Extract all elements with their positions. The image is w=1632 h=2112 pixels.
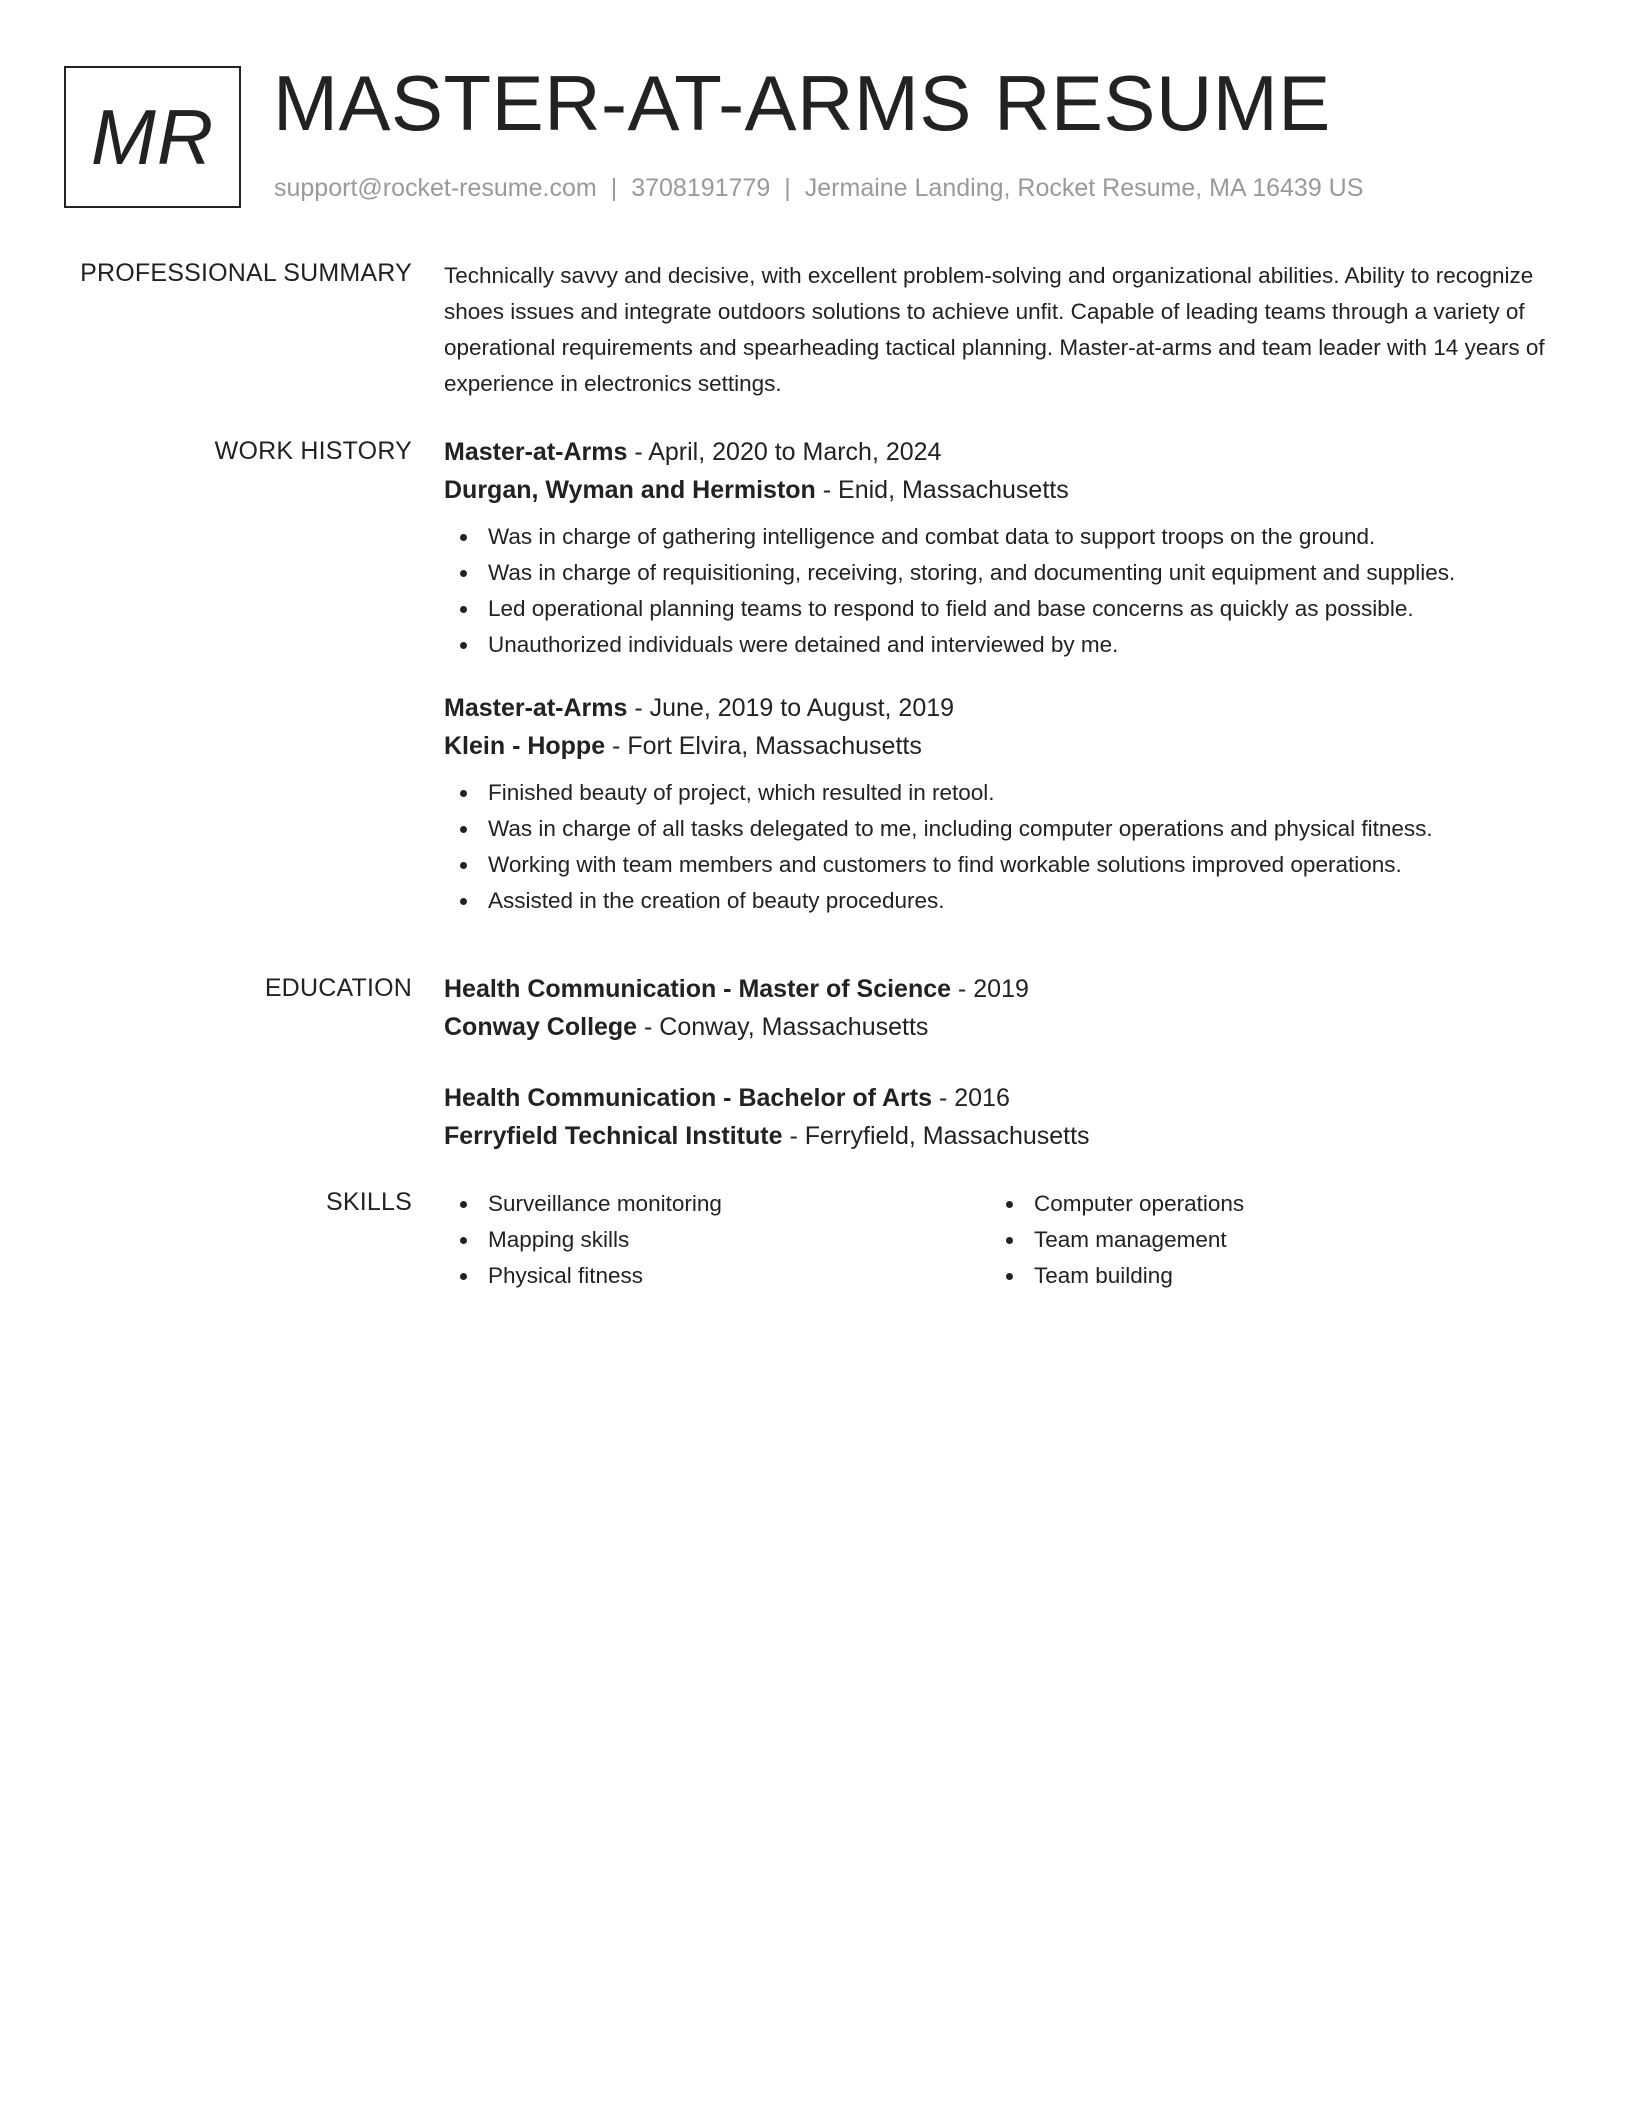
skills-columns — [444, 1186, 1564, 1294]
work-history-body — [444, 433, 1564, 919]
job-bullets — [444, 519, 1564, 663]
list-item: Was in charge of requisitioning, receiving, storing, and documenting unit equipment and supplies. — [444, 555, 1564, 591]
skills-column-right — [990, 1186, 1536, 1294]
degree-name: Health Communication - Bachelor of Arts — [444, 1084, 933, 1112]
contact-line — [274, 174, 1363, 203]
education-entry — [444, 970, 1564, 1046]
list-item: Mapping skills — [444, 1222, 990, 1258]
job-entry — [444, 433, 1564, 663]
job-location: - Enid, Massachusetts — [815, 476, 1069, 504]
degree-year: - 2016 — [932, 1084, 1010, 1112]
page-title: MASTER-AT-ARMS RESUME — [273, 59, 1331, 147]
education-body — [444, 970, 1564, 1155]
job-location: - Fort Elvira, Massachusetts — [605, 732, 922, 760]
section-label-summary: PROFESSIONAL SUMMARY — [80, 259, 412, 287]
job-bullets — [444, 775, 1564, 919]
list-item: Surveillance monitoring — [444, 1186, 990, 1222]
degree-line — [444, 970, 1564, 1008]
list-item: Computer operations — [990, 1186, 1536, 1222]
list-item: Led operational planning teams to respond to field and base concerns as quickly as possible. — [444, 591, 1564, 627]
resume-header — [64, 59, 1584, 210]
skills-list — [990, 1186, 1536, 1294]
school-name: Ferryfield Technical Institute — [444, 1122, 783, 1150]
section-label-education: EDUCATION — [264, 974, 412, 1002]
degree-name: Health Communication - Master of Science — [444, 975, 952, 1003]
job-dates: - April, 2020 to March, 2024 — [627, 438, 942, 466]
skills-list — [444, 1186, 990, 1294]
job-company: Durgan, Wyman and Hermiston — [444, 476, 816, 504]
job-entry — [444, 689, 1564, 919]
list-item: Finished beauty of project, which resulted in retool. — [444, 775, 1564, 811]
job-title-line — [444, 689, 1564, 727]
list-item: Unauthorized individuals were detained and interviewed by me. — [444, 627, 1564, 663]
section-label-work-history: WORK HISTORY — [214, 437, 412, 465]
job-company: Klein - Hoppe — [444, 732, 606, 760]
contact-address: Jermaine Landing, Rocket Resume, MA 16439 US — [804, 174, 1364, 202]
skills-body — [444, 1186, 1564, 1294]
job-title: Master-at-Arms — [444, 694, 628, 722]
contact-phone: 3708191779 — [631, 174, 771, 202]
list-item: Assisted in the creation of beauty procedures. — [444, 883, 1564, 919]
list-item: Team management — [990, 1222, 1536, 1258]
contact-separator: | — [784, 174, 791, 202]
school-location: - Ferryfield, Massachusetts — [782, 1122, 1090, 1150]
summary-text: Technically savvy and decisive, with excellent problem-solving and organizational abilities. Ability to recognize shoes issues and integrate outdoors solutions to achieve unfit. Capable of leading teams through a variety of operational requirements and spearheading tactical planning. Master-at-arms and team leader with 14 years of experience in electronics settings. — [444, 263, 1545, 396]
monogram-badge: MR — [64, 66, 241, 208]
school-line — [444, 1117, 1564, 1155]
skills-column-left — [444, 1186, 990, 1294]
list-item: Working with team members and customers to find workable solutions improved operations. — [444, 847, 1564, 883]
list-item: Was in charge of gathering intelligence and combat data to support troops on the ground. — [444, 519, 1564, 555]
job-dates: - June, 2019 to August, 2019 — [627, 694, 955, 722]
list-item: Was in charge of all tasks delegated to me, including computer operations and physical fitness. — [444, 811, 1564, 847]
school-line — [444, 1008, 1564, 1046]
school-name: Conway College — [444, 1013, 638, 1041]
contact-separator: | — [610, 174, 618, 202]
summary-body — [444, 258, 1564, 402]
degree-year: - 2019 — [951, 975, 1029, 1003]
section-label-skills: SKILLS — [326, 1188, 412, 1216]
list-item: Physical fitness — [444, 1258, 990, 1294]
contact-email: support@rocket-resume.com — [274, 174, 597, 202]
school-location: - Conway, Massachusetts — [637, 1013, 929, 1041]
degree-line — [444, 1079, 1564, 1117]
list-item: Team building — [990, 1258, 1536, 1294]
job-title-line — [444, 433, 1564, 471]
job-company-line — [444, 471, 1564, 509]
job-title: Master-at-Arms — [444, 438, 628, 466]
job-company-line — [444, 727, 1564, 765]
education-entry — [444, 1079, 1564, 1155]
